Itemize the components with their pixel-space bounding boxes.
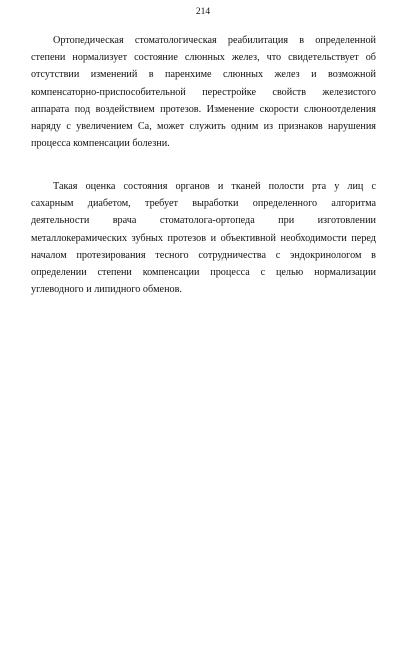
- paragraph-line: сахарным диабетом, требует выработки определенного алгоритма: [31, 198, 376, 210]
- paragraph-line: процесса компенсации болезни.: [31, 138, 170, 150]
- paragraph-line: определении степени компенсации процесса с целью нормализации: [31, 266, 376, 278]
- paragraph-line: деятельности врача стоматолога-ортопеда при изготовлении: [31, 215, 376, 227]
- paragraph-line: отсутствии изменений в паренхиме слюнных желез и возможной: [31, 69, 376, 81]
- paragraph-line: компенсаторно-приспособительной перестройке свойств железистого: [31, 86, 376, 98]
- paragraph-line: углеводного и липидного обменов.: [31, 284, 182, 296]
- paragraph-assessment: [31, 178, 376, 298]
- paragraph-line: Ортопедическая стоматологическая реабилитация в определенной: [53, 35, 376, 46]
- paragraph-rehabilitation: [31, 32, 376, 152]
- paragraph-line: степени нормализует состояние слюнных желез, что свидетельствует об: [31, 52, 376, 64]
- paragraph-line: металлокерамических зубных протезов и объективной необходимости перед: [31, 232, 376, 244]
- paragraph-line: началом протезирования тесного сотрудничества с эндокринологом в: [31, 249, 376, 261]
- paragraph-line: наряду с увеличением Са, может служить одним из признаков нарушения: [31, 120, 376, 132]
- paragraph-line: аппарата под воздействием протезов. Изменение скорости слюноотделения: [31, 103, 376, 115]
- paragraph-line: Такая оценка состояния органов и тканей полости рта у лиц с: [53, 181, 376, 192]
- page-number: 214: [195, 7, 211, 17]
